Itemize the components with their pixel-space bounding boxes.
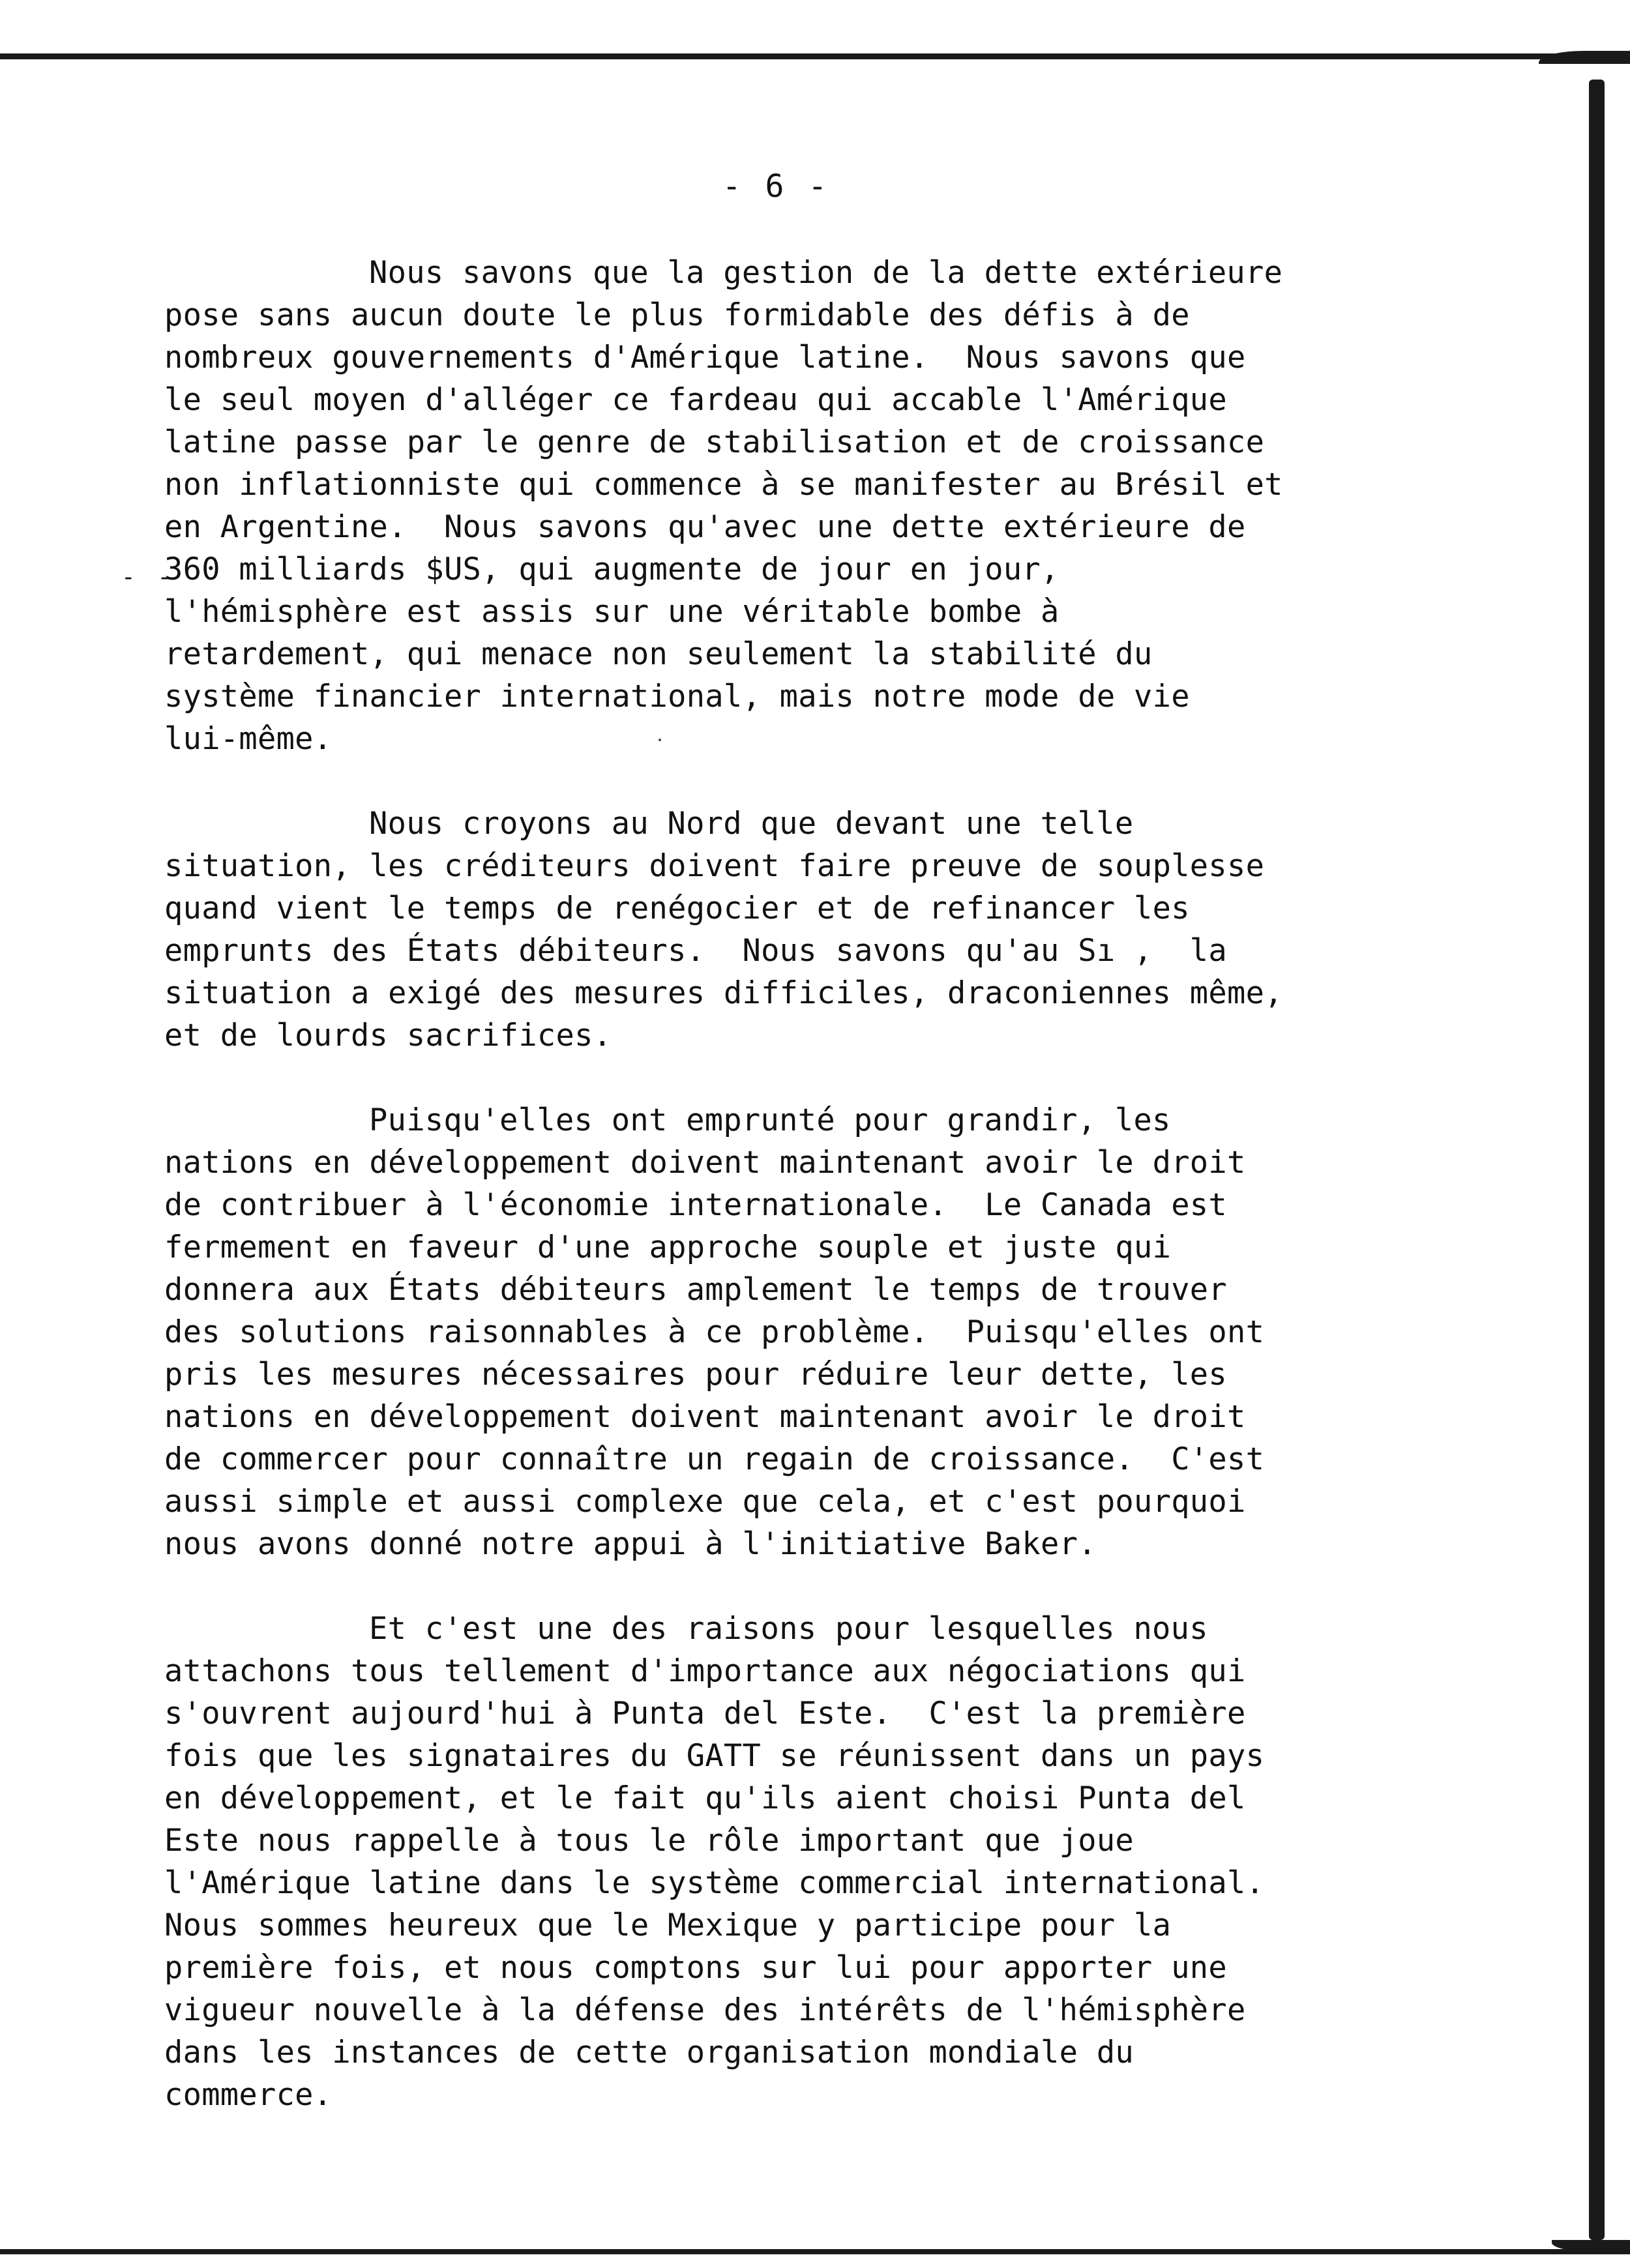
text-line: Nous sommes heureux que le Mexique y participe pour la (164, 1907, 1172, 1943)
text-line: Et c'est une des raisons pour lesquelles nous (369, 1611, 1208, 1647)
page-number: - 6 - (722, 168, 830, 205)
text-line: situation, les créditeurs doivent faire preuve de souplesse (164, 848, 1265, 884)
text-line: situation a exigé des mesures difficiles, draconiennes même, (164, 975, 1283, 1011)
text-line: pose sans aucun doute le plus formidable des défis à de (164, 297, 1190, 333)
text-line: fois que les signataires du GATT se réunissent dans un pays (164, 1738, 1265, 1774)
text-line: des solutions raisonnables à ce problème. Puisqu'elles ont (164, 1314, 1265, 1350)
text-line: en développement, et le fait qu'ils aient choisi Punta del (164, 1780, 1246, 1816)
text-line: non inflationniste qui commence à se manifester au Brésil et (164, 467, 1283, 503)
text-line: donnera aux États débiteurs amplement le temps de trouver (164, 1272, 1227, 1308)
margin-mark: - - (121, 564, 176, 591)
text-line: Nous savons que la gestion de la dette extérieure (369, 255, 1283, 291)
text-line: nations en développement doivent maintenant avoir le droit (164, 1399, 1246, 1435)
text-line: et de lourds sacrifices. (164, 1018, 612, 1053)
text-line: Puisqu'elles ont emprunté pour grandir, les (369, 1102, 1171, 1138)
text-line: latine passe par le genre de stabilisation et de croissance (164, 424, 1265, 460)
text-line: de commercer pour connaître un regain de croissance. C'est (164, 1441, 1265, 1477)
text-line: Nous croyons au Nord que devant une telle (369, 806, 1134, 842)
paragraph (164, 1608, 1599, 2116)
text-line: vigueur nouvelle à la défense des intérêts de l'hémisphère (164, 1992, 1246, 2028)
paragraph (164, 252, 1599, 760)
text-line: lui-même. (164, 721, 333, 757)
text-line: commerce. (164, 2077, 333, 2113)
top-border-curl (1539, 51, 1630, 64)
text-line: 360 milliards $US, qui augmente de jour en jour, (164, 552, 1060, 587)
bottom-border-rule (0, 2249, 1630, 2254)
text-line: le seul moyen d'alléger ce fardeau qui accable l'Amérique (164, 382, 1227, 418)
text-line: première fois, et nous comptons sur lui pour apporter une (164, 1950, 1227, 1986)
text-line: l'Amérique latine dans le système commercial international. (164, 1865, 1265, 1901)
text-line: attachons tous tellement d'importance aux négociations qui (164, 1653, 1246, 1689)
text-line: nombreux gouvernements d'Amérique latine. Nous savons que (164, 340, 1246, 376)
text-line: Este nous rappelle à tous le rôle important que joue (164, 1823, 1134, 1859)
text-line: fermement en faveur d'une approche souple et juste qui (164, 1230, 1172, 1265)
text-line: retardement, qui menace non seulement la stabilité du (164, 636, 1153, 672)
text-line: quand vient le temps de renégocier et de refinancer les (164, 891, 1190, 926)
text-line: emprunts des États débiteurs. Nous savons qu'au Sı , la (164, 933, 1227, 969)
text-line: s'ouvrent aujourd'hui à Punta del Este. C'est la première (164, 1696, 1246, 1731)
text-line: système financier international, mais notre mode de vie (164, 679, 1190, 714)
text-line: l'hémisphère est assis sur une véritable bombe à (164, 594, 1060, 630)
text-line: de contribuer à l'économie internationale. Le Canada est (164, 1187, 1227, 1223)
paragraph (164, 803, 1599, 1057)
document-body (164, 252, 1599, 2158)
text-line: aussi simple et aussi complexe que cela, et c'est pourquoi (164, 1484, 1246, 1520)
text-line: nous avons donné notre appui à l'initiative Baker. (164, 1526, 1097, 1562)
text-line: pris les mesures nécessaires pour réduire leur dette, les (164, 1357, 1227, 1392)
text-line: dans les instances de cette organisation mondiale du (164, 2035, 1134, 2070)
paragraph (164, 1099, 1599, 1565)
text-line: en Argentine. Nous savons qu'avec une dette extérieure de (164, 509, 1246, 545)
top-border-rule (0, 53, 1591, 59)
text-line: nations en développement doivent maintenant avoir le droit (164, 1145, 1246, 1181)
